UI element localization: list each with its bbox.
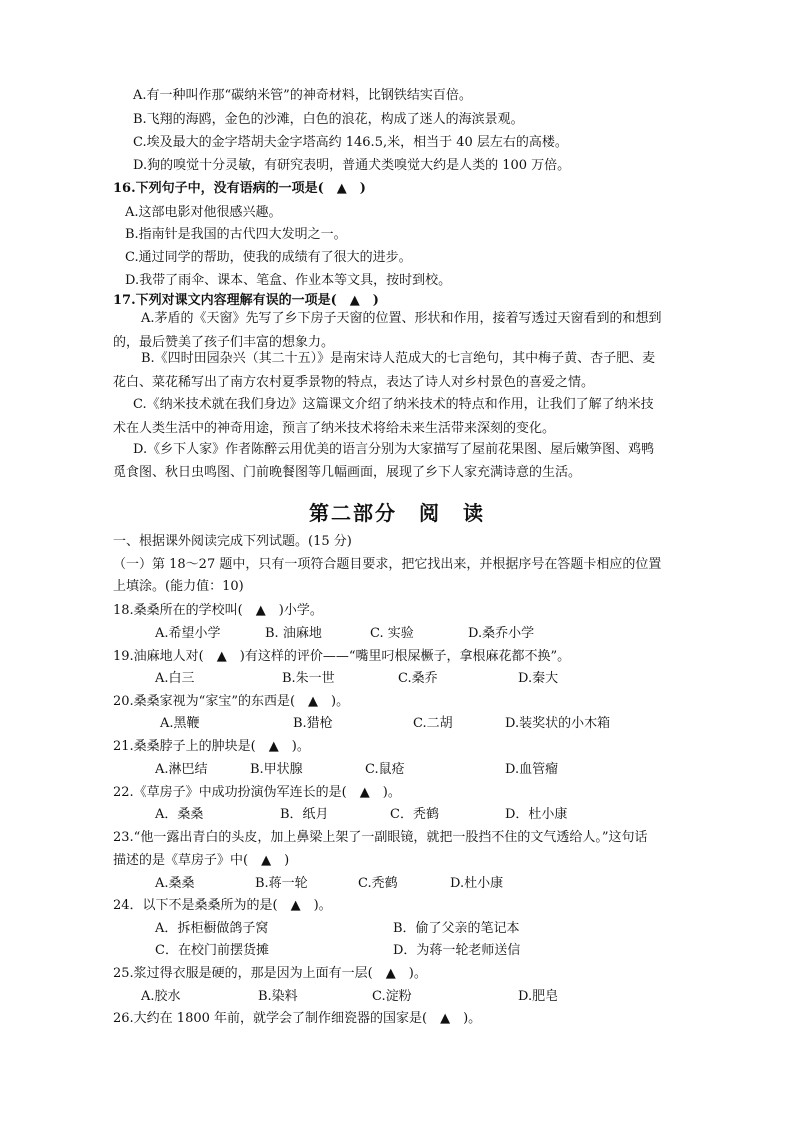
q18-option-a: A.希望小学 (155, 626, 221, 641)
q25-option-b: B.染料 (258, 989, 298, 1004)
q19-stem: 19.油麻地人对( ▲ )有这样的评价——“嘴里叼根屎橛子，拿根麻花都不换”。 (113, 649, 571, 664)
q19-option-d: D.秦大 (518, 671, 559, 686)
q20-option-a: A.黑鞭 (160, 716, 200, 731)
q23-stem-line2: 描述的是《草房子》中( ▲ ) (113, 853, 290, 868)
q15-option-c: C.埃及最大的金字塔胡夫金字塔高约 146.5,米，相当于 40 层左右的高楼。 (133, 135, 568, 150)
q22-option-d: D．杜小康 (505, 807, 568, 822)
q17-option-c-line1: C.《纳米技术就在我们身边》这篇课文介绍了纳米技术的特点和作用，让我们了解了纳米技 (133, 397, 654, 412)
q22-option-b: B．纸月 (280, 807, 329, 822)
q17-option-b-line2: 花白、菜花稀写出了南方农村夏季景物的特点，表达了诗人对乡村景色的喜爱之情。 (113, 375, 595, 390)
q22-option-a: A．桑桑 (155, 807, 204, 822)
q21-option-c: C.鼠疮 (365, 762, 405, 777)
q24-option-c: C．在校门前摆货摊 (155, 943, 269, 958)
q25-option-d: D.肥皂 (518, 989, 559, 1004)
q24-option-b: B．偷了父亲的笔记本 (393, 921, 520, 936)
q24-option-a: A．拆柜橱做鸽子窝 (155, 921, 269, 936)
q16-stem: 16.下列句子中，没有语病的一项是( ▲ ) (113, 181, 366, 196)
q23-stem-line1: 23.“他一露出青白的头皮，加上鼻梁上架了一副眼镜，就把一股挡不住的文气透给人。”这句话 (113, 830, 648, 845)
q15-option-d: D.狗的嗅觉十分灵敏，有研究表明，普通犬类嗅觉大约是人类的 100 万倍。 (133, 158, 571, 173)
q17-option-b-line1: B.《四时田园杂兴（其二十五）》是南宋诗人范成大的七言绝句，其中梅子黄、杏子肥、麦 (141, 351, 656, 366)
q17-stem: 17.下列对课文内容理解有误的一项是( ▲ ) (113, 293, 379, 308)
q20-option-c: C.二胡 (413, 716, 453, 731)
subsection-instruction-line1: （一）第 18～27 题中，只有一项符合题目要求，把它找出来，并根据序号在答题卡相应的位置 (113, 557, 662, 572)
q15-option-b: B.飞翔的海鸥，金色的沙滩，白色的浪花，构成了迷人的海滨景观。 (133, 112, 524, 127)
q25-stem: 25.浆过得衣服是硬的，那是因为上面有一层( ▲ )。 (113, 966, 427, 981)
q15-option-a: A.有一种叫作那“碳纳米管”的神奇材料，比钢铁结实百倍。 (133, 88, 472, 103)
q22-option-c: C．秃鹤 (390, 807, 439, 822)
q25-option-c: C.淀粉 (372, 989, 412, 1004)
q16-option-d: D.我带了雨伞、课本、笔盒、作业本等文具，按时到校。 (125, 273, 452, 288)
q21-stem: 21.桑桑脖子上的肿块是( ▲ )。 (113, 739, 310, 754)
q18-option-b: B. 油麻地 (265, 626, 322, 641)
q17-option-d-line1: D.《乡下人家》作者陈醉云用优美的语言分别为大家描写了屋前花果图、屋后嫩笋图、鸡鸭 (133, 442, 655, 457)
q24-stem: 24．以下不是桑桑所为的是( ▲ )。 (113, 898, 332, 913)
subsection-instruction-line2: 上填涂。(能力值：10) (113, 579, 244, 594)
q23-option-a: A.桑桑 (155, 876, 195, 891)
section-heading: 一、根据课外阅读完成下列试题。(15 分) (113, 534, 352, 549)
q23-option-c: C.秃鹤 (358, 876, 398, 891)
q23-option-b: B.蒋一轮 (255, 876, 308, 891)
q20-option-d: D.装奖状的小木箱 (505, 716, 611, 731)
q17-option-d-line2: 觅食图、秋日虫鸣图、门前晚餐图等几幅画面，展现了乡下人家充满诗意的生活。 (113, 465, 582, 480)
q21-option-a: A.淋巴结 (155, 762, 208, 777)
q19-option-b: B.朱一世 (282, 671, 335, 686)
q25-option-a: A.胶水 (141, 989, 181, 1004)
q26-stem: 26.大约在 1800 年前，就学会了制作细瓷器的国家是( ▲ )。 (113, 1011, 482, 1026)
q19-option-c: C.桑乔 (398, 671, 438, 686)
q17-option-a-line2: 的，最后赞美了孩子们丰富的想象力。 (113, 335, 335, 350)
q21-option-b: B.甲状腺 (250, 762, 303, 777)
q16-option-b: B.指南针是我国的古代四大发明之一。 (125, 227, 347, 242)
part-title: 第二部分 阅 读 (309, 501, 485, 525)
q16-option-c: C.通过同学的帮助，使我的成绩有了很大的进步。 (125, 250, 412, 265)
q21-option-d: D.血管瘤 (505, 762, 559, 777)
q23-option-d: D.杜小康 (450, 876, 504, 891)
q18-option-c: C. 实验 (370, 626, 414, 641)
q19-option-a: A.白三 (155, 671, 195, 686)
q22-stem: 22.《草房子》中成功扮演伪军连长的是( ▲ )。 (113, 785, 401, 800)
q18-stem: 18.桑桑所在的学校叫( ▲ )小学。 (113, 603, 323, 618)
q16-option-a: A.这部电影对他很感兴趣。 (125, 205, 282, 220)
q17-option-c-line2: 术在人类生活中的神奇用途，预言了纳米技术将给未来生活带来深刻的变化。 (113, 421, 556, 436)
q20-option-b: B.猎枪 (293, 716, 333, 731)
q24-option-d: D．为蒋一轮老师送信 (393, 943, 521, 958)
q18-option-d: D.桑乔小学 (468, 626, 535, 641)
q17-option-a-line1: A.茅盾的《天窗》先写了乡下房子天窗的位置、形状和作用，接着写透过天窗看到的和想到 (141, 311, 662, 326)
q20-stem: 20.桑桑家视为“家宝”的东西是( ▲ )。 (113, 694, 350, 709)
